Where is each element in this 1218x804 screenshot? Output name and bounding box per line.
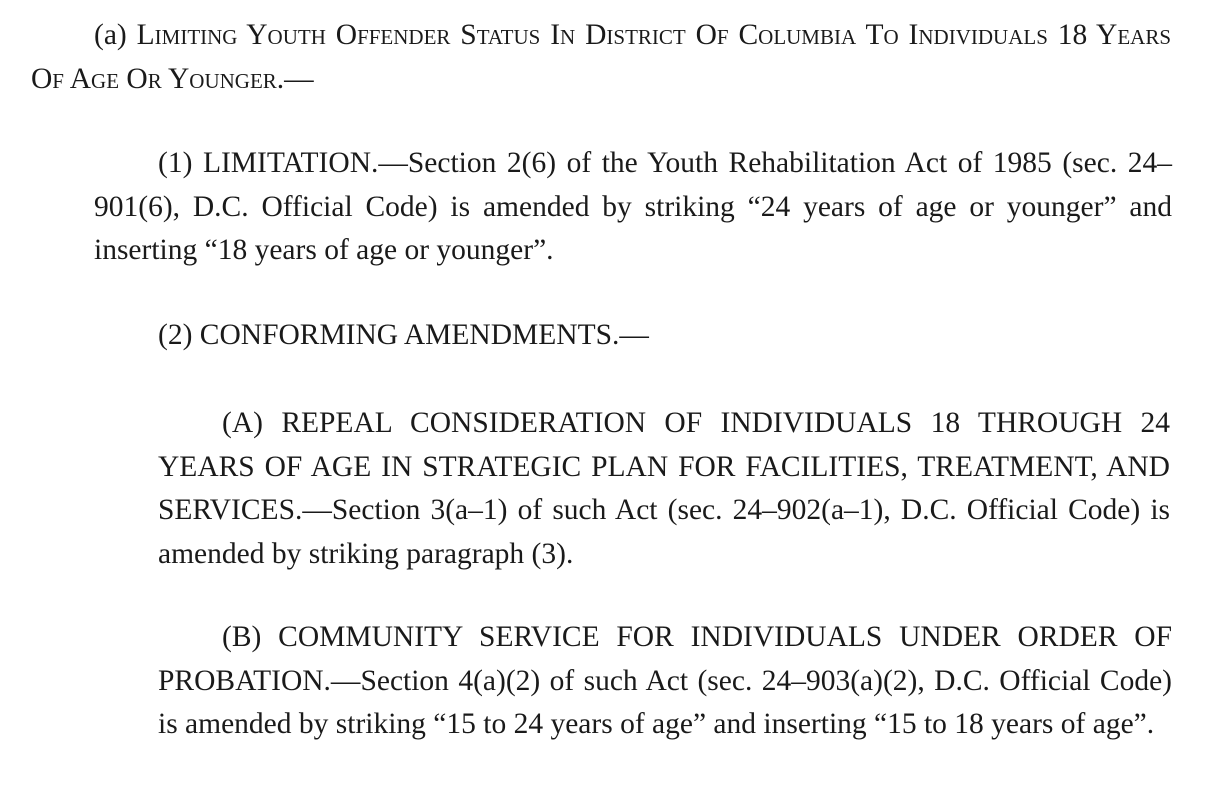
subparagraph-a — [158, 402, 1170, 576]
subparagraph-b-heading: COMMUNITY SERVICE FOR INDIVIDUALS UNDER ORDER OF PROBATION.— — [158, 621, 1173, 697]
paragraph-2-label: (2) — [158, 319, 193, 351]
paragraph-2-heading: CONFORMING AMENDMENTS.— — [199, 319, 649, 351]
subsection-a — [31, 14, 1171, 101]
subparagraph-a-label: (A) — [222, 407, 263, 439]
subsection-a-heading: Limiting Youth Offender Status In District Of Columbia To Individuals 18 Years Of Age Or Younger.— — [31, 19, 1172, 95]
subparagraph-b-label: (B) — [222, 621, 262, 653]
paragraph-2 — [94, 314, 1172, 358]
paragraph-1-label: (1) — [158, 147, 193, 179]
subsection-a-label: (a) — [94, 19, 127, 51]
subparagraph-b-body: Section 4(a)(2) of such Act (sec. 24–903(a)(2), D.C. Official Code) is amended by striking “15 to 24 years of age” and inserting “15 to 18 years of age”. — [158, 664, 1172, 740]
subparagraph-b — [158, 616, 1172, 747]
subparagraph-a-heading: REPEAL CONSIDERATION OF INDIVIDUALS 18 THROUGH 24 YEARS OF AGE IN STRATEGIC PLAN FOR FACILITIES, TREATMENT, AND SERVICES.— — [158, 407, 1171, 526]
paragraph-1-heading: LIMITATION.— — [202, 147, 408, 179]
paragraph-1 — [94, 142, 1172, 273]
paragraph-1-body: Section 2(6) of the Youth Rehabilitation Act of 1985 (sec. 24–901(6), D.C. Official Code) is amended by striking “24 years of age or younger” and inserting “18 years of age or younger”. — [94, 147, 1172, 266]
subparagraph-a-body: Section 3(a–1) of such Act (sec. 24–902(a–1), D.C. Official Code) is amended by striking paragraph (3). — [158, 494, 1170, 570]
